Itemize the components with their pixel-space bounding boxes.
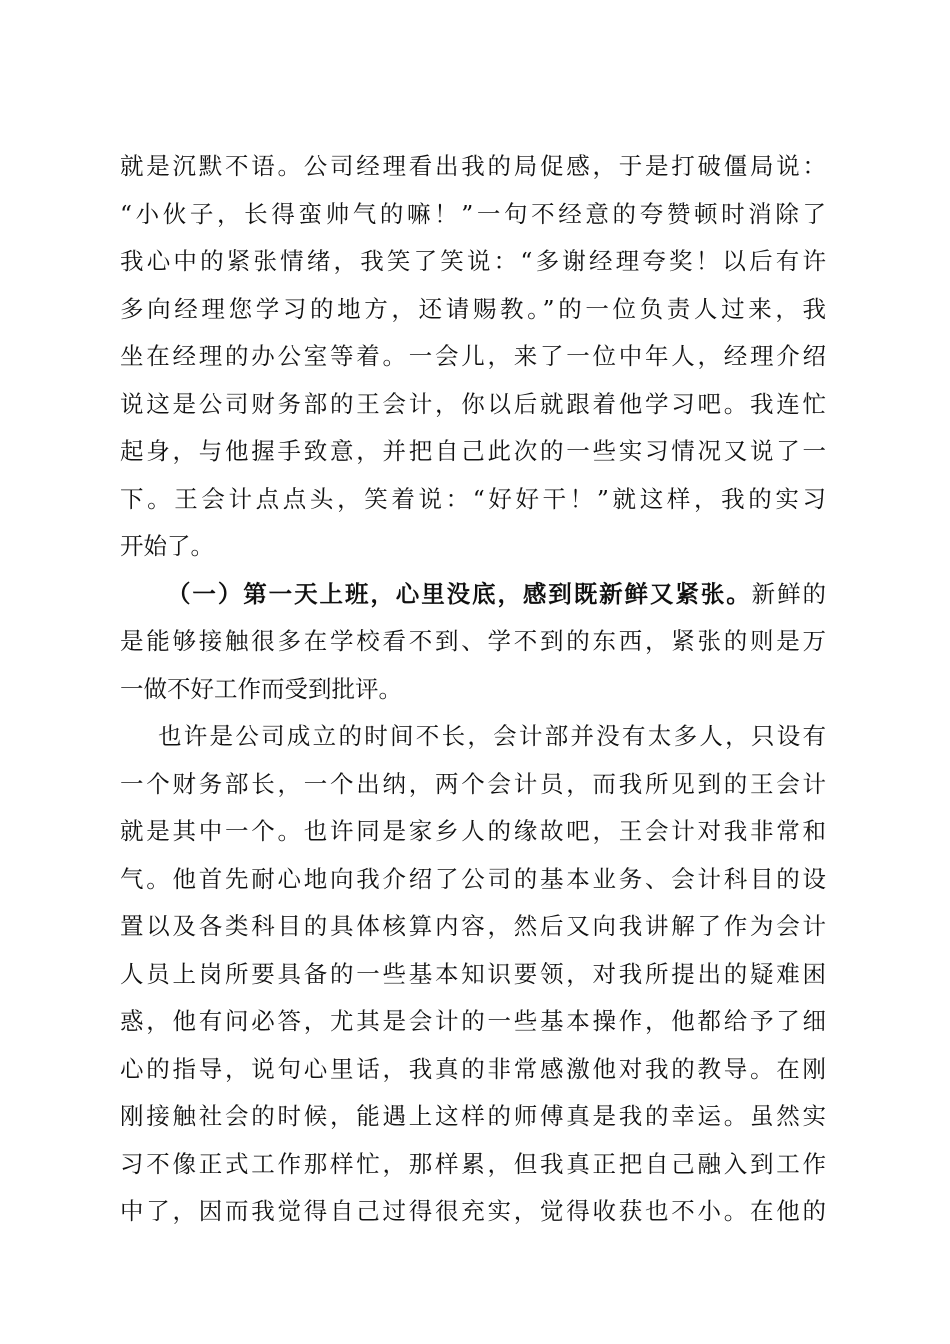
body-line: 心的指导，说句心里话，我真的非常感激他对我的教导。在刚 [120,1054,826,1083]
body-line: “小伙子，长得蛮帅气的嘛！”一句不经意的夸赞顿时消除了 [120,199,826,228]
body-line: 就是沉默不语。公司经理看出我的局促感，于是打破僵局说： [120,152,826,180]
section-heading-line [120,571,826,619]
body-line: 中了，因而我觉得自己过得很充实，觉得收获也不小。在他的 [120,1197,826,1225]
body-line: 气。他首先耐心地向我介绍了公司的基本业务、会计科目的设 [120,864,826,893]
body-text: 新鲜的 [751,579,826,608]
body-line: 是能够接触很多在学校看不到、学不到的东西，紧张的则是万 [120,627,826,655]
body-line: 说这是公司财务部的王会计，你以后就跟着他学习吧。我连忙 [120,389,826,418]
body-line: 下。王会计点点头，笑着说：“好好干！”就这样，我的实习 [120,484,826,513]
body-line: 多向经理您学习的地方，还请赐教。”的一位负责人过来，我 [120,294,826,323]
section-heading: （一）第一天上班，心里没底，感到既新鲜又紧张。 [167,579,752,608]
body-line: 开始了。 [120,532,214,560]
body-line: 我心中的紧张情绪，我笑了笑说：“多谢经理夸奖！以后有许 [120,247,826,275]
body-line: 起身，与他握手致意，并把自己此次的一些实习情况又说了一 [120,437,826,465]
body-line: 一做不好工作而受到批评。 [120,674,402,703]
body-line: 人员上岗所要具备的一些基本知识要领，对我所提出的疑难困 [120,959,826,988]
body-line: 一个财务部长，一个出纳，两个会计员，而我所见到的王会计 [120,769,826,798]
body-line: 坐在经理的办公室等着。一会儿，来了一位中年人，经理介绍 [120,342,826,370]
body-line: 惑，他有问必答，尤其是会计的一些基本操作，他都给予了细 [120,1007,826,1035]
body-line: 置以及各类科目的具体核算内容，然后又向我讲解了作为会计 [120,912,826,940]
document-body [120,143,826,1236]
body-line: 习不像正式工作那样忙，那样累，但我真正把自己融入到工作 [120,1149,826,1178]
body-line: 就是其中一个。也许同是家乡人的缘故吧，王会计对我非常和 [120,817,826,845]
body-line: 也许是公司成立的时间不长，会计部并没有太多人，只设有 [158,722,826,750]
body-line: 刚接触社会的时候，能遇上这样的师傅真是我的幸运。虽然实 [120,1102,826,1130]
